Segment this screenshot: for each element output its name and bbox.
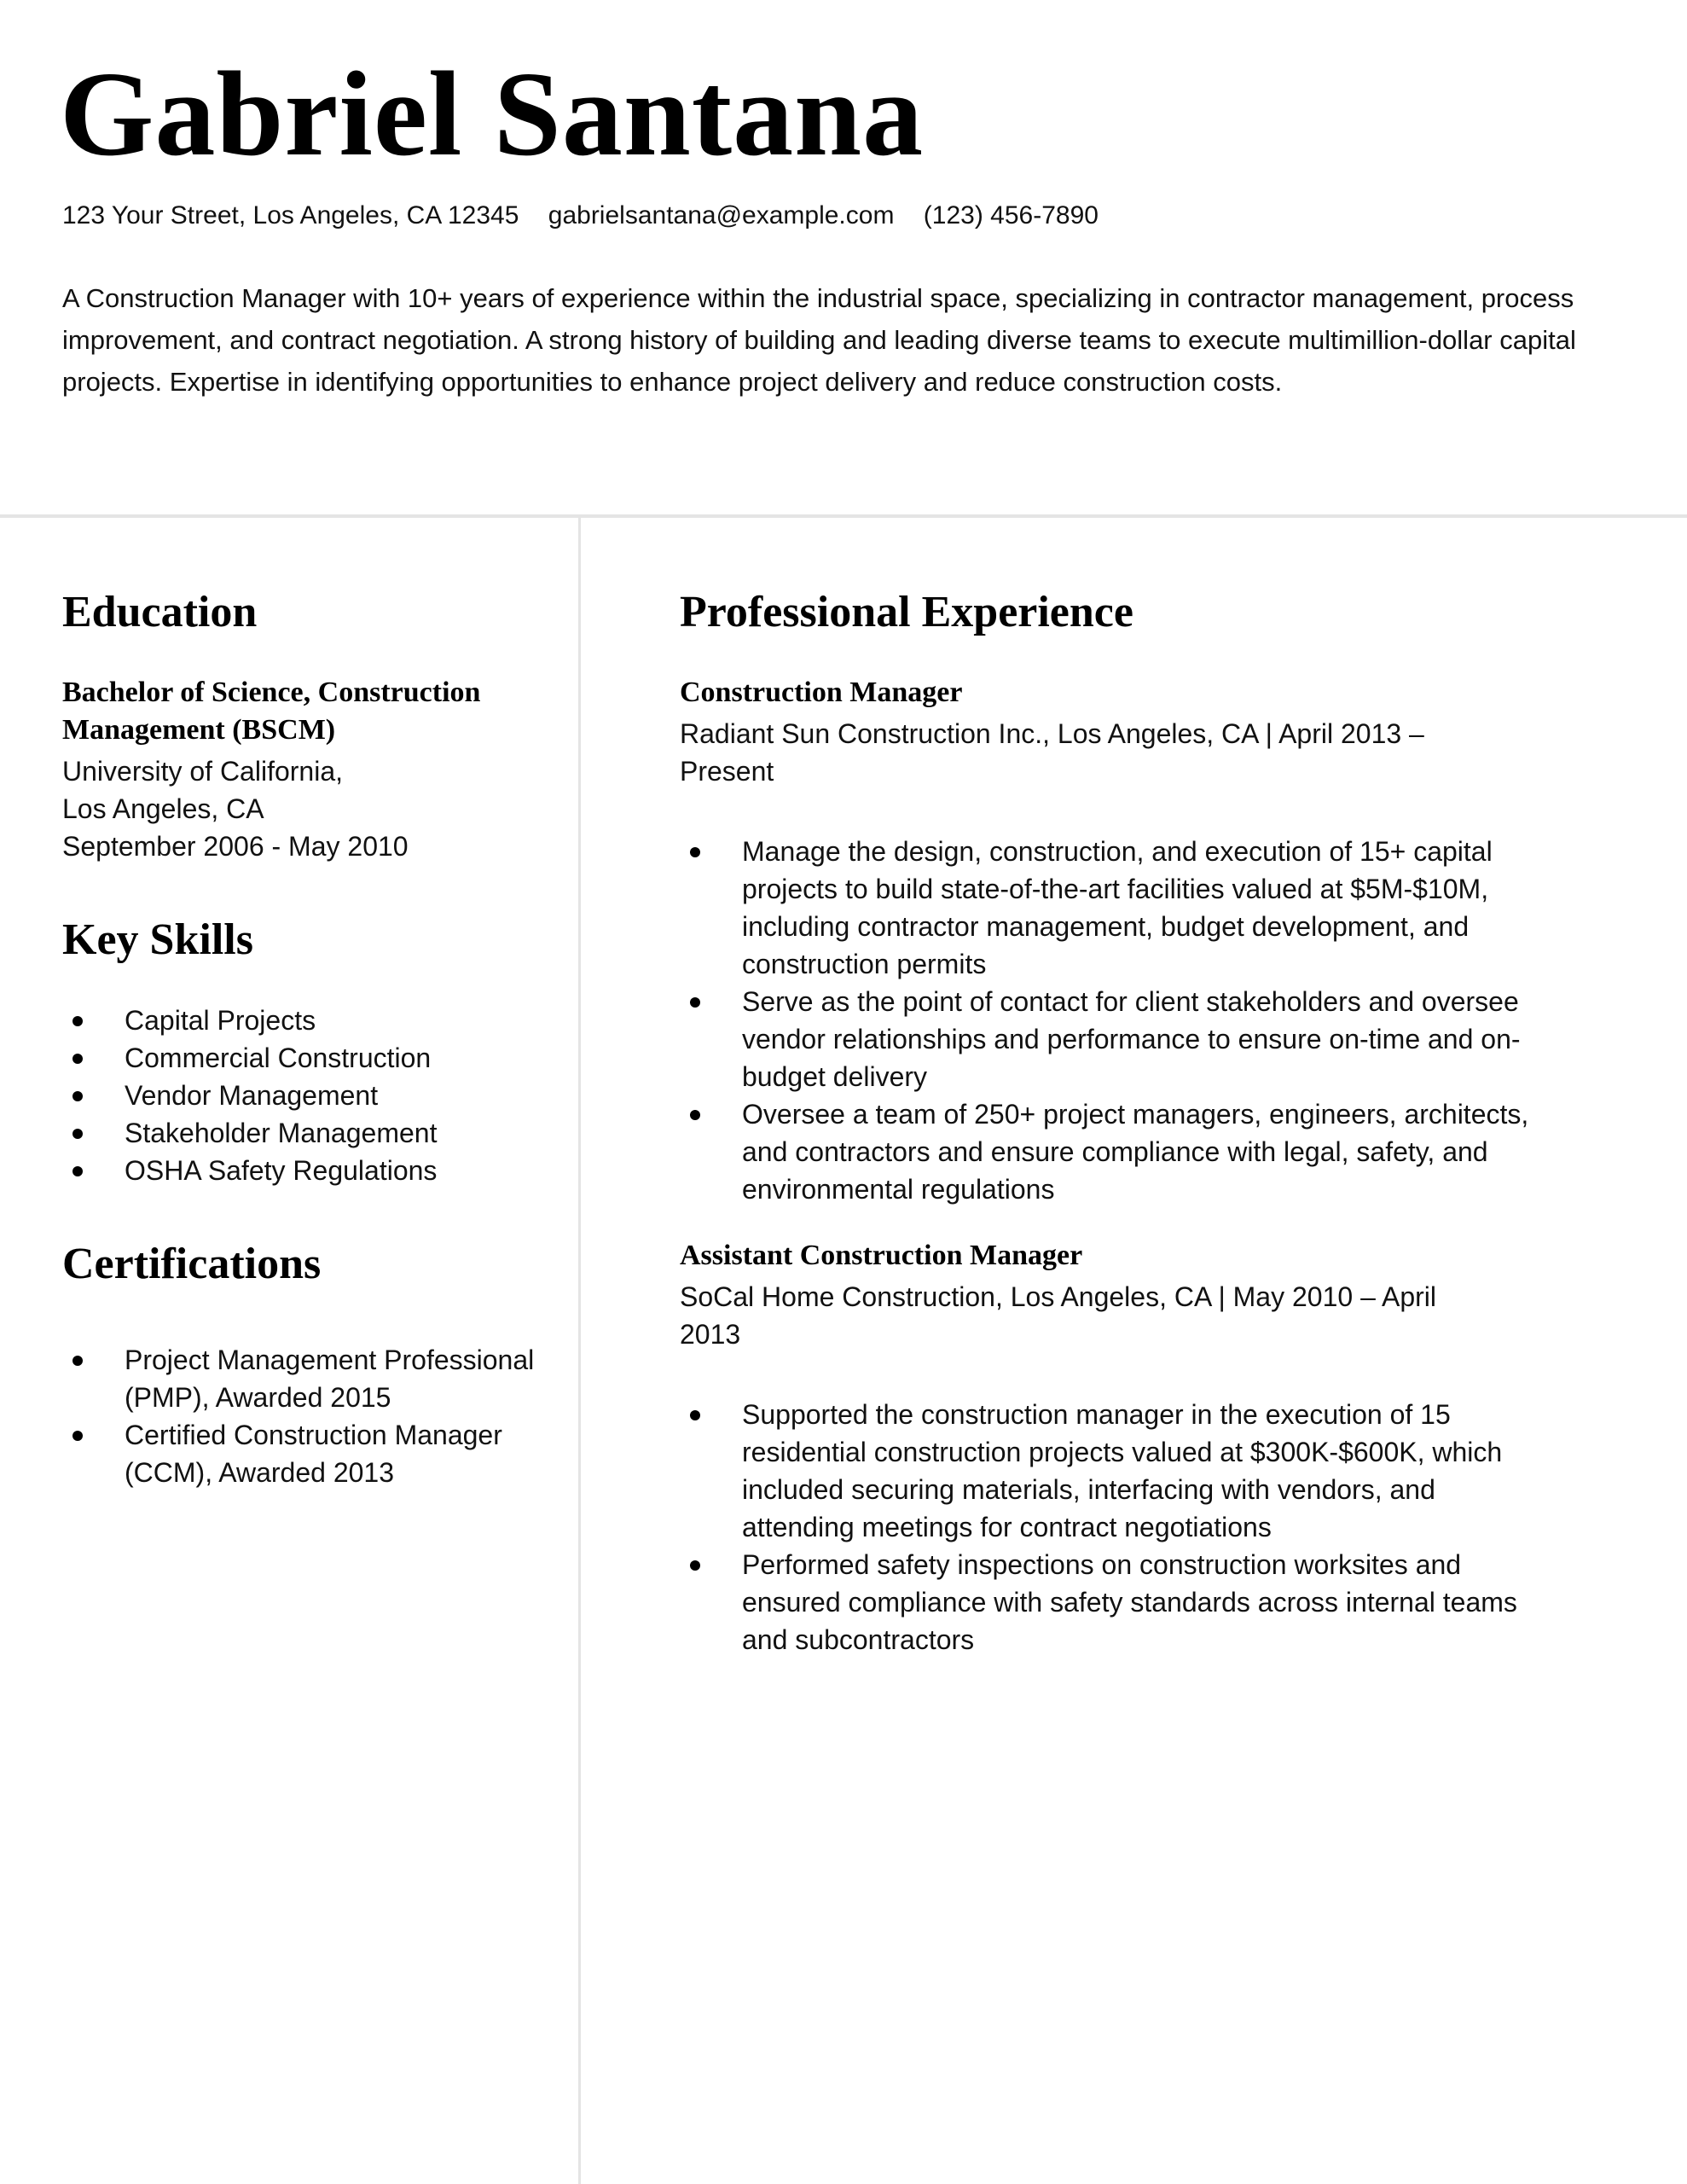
skill-item: Vendor Management — [62, 1077, 548, 1114]
certifications-heading: Certifications — [62, 1240, 322, 1288]
skills-list — [62, 1002, 548, 1189]
job-bullet: Supported the construction manager in the execution of 15 residential construction projects valued at $300K-$600K, which included securing materials, interfacing with vendors, and attending meetings for contract negotiations — [680, 1396, 1533, 1546]
phone: (123) 456-7890 — [923, 201, 1099, 229]
job-title: Assistant Construction Manager — [680, 1240, 1083, 1271]
right-column — [680, 580, 1533, 1658]
job-title: Construction Manager — [680, 677, 963, 708]
degree: Bachelor of Science, Construction Management (BSCM) — [62, 677, 481, 746]
skill-item: OSHA Safety Regulations — [62, 1152, 548, 1189]
horizontal-divider — [0, 514, 1687, 518]
email: gabrielsantana@example.com — [548, 201, 895, 229]
job-bullet: Oversee a team of 250+ project managers, engineers, architects, and contractors and ensure compliance with legal, safety, and environmental regulations — [680, 1095, 1533, 1208]
skills-heading: Key Skills — [62, 915, 253, 964]
job-bullets — [680, 1396, 1533, 1658]
education-dates: September 2006 - May 2010 — [62, 831, 409, 862]
job-entry — [680, 674, 1533, 1208]
certification-item: Certified Construction Manager (CCM), Awarded 2013 — [62, 1416, 540, 1491]
job-bullet: Performed safety inspections on construction worksites and ensured compliance with safety standards across internal teams and subcontractors — [680, 1546, 1533, 1658]
job-bullets — [680, 833, 1533, 1208]
job-meta: SoCal Home Construction, Los Angeles, CA | May 2010 – April 2013 — [680, 1281, 1436, 1350]
address: 123 Your Street, Los Angeles, CA 12345 — [62, 201, 519, 229]
skill-item: Capital Projects — [62, 1002, 548, 1039]
candidate-name: Gabriel Santana — [60, 46, 925, 181]
job-entry — [680, 1237, 1533, 1658]
skill-item: Commercial Construction — [62, 1039, 548, 1077]
contact-line — [62, 201, 1121, 230]
job-meta: Radiant Sun Construction Inc., Los Angeles, CA | April 2013 – Present — [680, 718, 1424, 787]
job-bullet: Serve as the point of contact for client stakeholders and oversee vendor relationships and performance to ensure on-time and on-budget delivery — [680, 983, 1533, 1095]
job-bullet: Manage the design, construction, and execution of 15+ capital projects to build state-of-the-art facilities valued at $5M-$10M, including contractor management, budget development, and construction permits — [680, 833, 1533, 983]
experience-heading: Professional Experience — [680, 588, 1133, 636]
school-location: Los Angeles, CA — [62, 793, 264, 824]
education-heading: Education — [62, 588, 258, 636]
left-column — [62, 580, 548, 1491]
vertical-divider — [578, 518, 581, 2184]
school: University of California, — [62, 756, 343, 787]
certification-item: Project Management Professional (PMP), Awarded 2015 — [62, 1341, 540, 1416]
skill-item: Stakeholder Management — [62, 1114, 548, 1152]
certifications-list — [62, 1341, 540, 1491]
summary: A Construction Manager with 10+ years of experience within the industrial space, specializing in contractor management, process improvement, and contract negotiation. A strong history of building and leading diverse teams to execute multimillion-dollar capital projects. Expertise in identifying opportunities to enhance project delivery and reduce construction costs. — [62, 283, 1576, 397]
